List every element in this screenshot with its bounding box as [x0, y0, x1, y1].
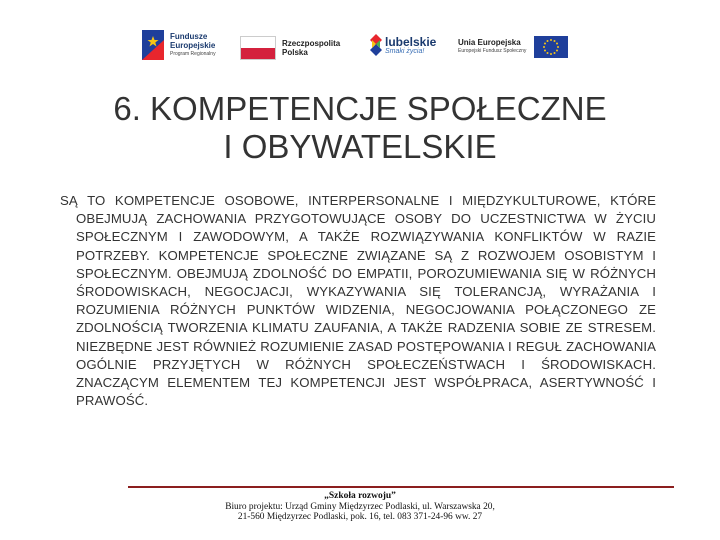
- footer: [200, 491, 520, 523]
- slide-body: SĄ TO KOMPETENCJE OSOBOWE, INTERPERSONALNE I MIĘDZYKULTUROWE, KTÓRE OBEJMUJĄ ZACHOWANIA PRZYGOTOWUJĄCE OSOBY DO UCZESTNICTWA W ŻYCIU SPOŁECZNYM I ZAWODOWYM, A TAKŻE ROZWIĄZYWANIA KONFLIKTÓW W RAZIE POTRZEBY. KOMPETENCJE SPOŁECZNE ZWIĄZANE SĄ Z ROZWOJEM OSOBISTYM I SPOŁECZNYM. OBEJMUJĄ ZDOLNOŚĆ DO EMPATII, POROZUMIEWANIA SIĘ W RÓŻNYCH ŚRODOWISKACH, NEGOCJACJI, WYKAZYWANIA SIĘ TOLERANCJĄ, WYRAŻANIA I ROZUMIENIA RÓŻNYCH PUNKTÓW WIDZENIA, NEGOCJOWANIA POŁĄCZONEGO ZE ZDOLNOŚCIĄ TWORZENIA KLIMATU ZAUFANIA, A TAKŻE RADZENIA SOBIE ZE STRESEM. NIEZBĘDNE JEST RÓWNIEŻ ROZUMIENIE ZASAD POSTĘPOWANIA I REGUŁ ZACHOWANIA OGÓLNIE PRZYJĘTYCH W RÓŻNYCH SPOŁECZEŃSTWACH I ŚRODOWISKACH. ZNACZĄCYM ELEMENTEM TEJ KOMPETENCJI JEST WSPÓŁPRACA, ASERTYWNOŚĆ I PRAWOŚĆ.: [60, 193, 656, 409]
- lubelskie-logo: [370, 34, 436, 56]
- slide-title-line2: I OBYWATELSKIE: [223, 128, 497, 165]
- lubelskie-tagline: Smaki życia!: [385, 47, 425, 55]
- eu-flag-icon: [534, 36, 568, 58]
- unia-europejska-logo: [458, 36, 568, 58]
- lubelskie-mark-icon: [370, 34, 382, 56]
- fundusze-line2: Europejskie: [170, 40, 216, 50]
- fundusze-star-icon: [142, 30, 164, 60]
- ue-line1: Unia Europejska: [458, 38, 521, 47]
- fundusze-line1: Fundusze: [170, 31, 208, 41]
- slide-title: [0, 90, 720, 166]
- footer-divider: [128, 486, 674, 488]
- footer-address-line1: Biuro projektu: Urząd Gminy Międzyrzec Podlaski, ul. Warszawska 20,: [225, 501, 495, 512]
- fundusze-europejskie-logo: [142, 30, 216, 60]
- footer-project-name: „Szkoła rozwoju”: [324, 491, 396, 501]
- polska-line1: Rzeczpospolita: [282, 39, 341, 48]
- lubelskie-name: lubelskie: [385, 34, 437, 49]
- logo-strip: [140, 26, 580, 68]
- ue-sub: Europejski Fundusz Społeczny: [458, 48, 527, 54]
- rzeczpospolita-logo: [240, 36, 340, 60]
- slide-title-line1: 6. KOMPETENCJE SPOŁECZNE: [113, 90, 607, 127]
- fundusze-sub: Program Regionalny: [170, 50, 216, 57]
- footer-address-line2: 21-560 Międzyrzec Podlaski, pok. 16, tel. 083 371-24-96 ww. 27: [237, 512, 483, 523]
- polish-flag-icon: [240, 36, 276, 60]
- polska-line2: Polska: [282, 48, 308, 57]
